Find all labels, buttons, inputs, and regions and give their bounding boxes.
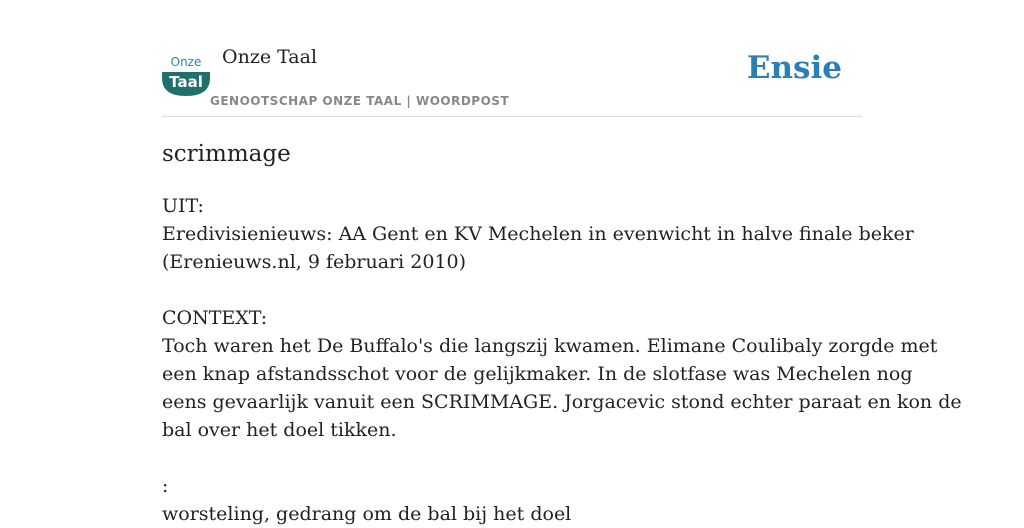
paragraph-gap xyxy=(162,444,867,472)
site-name[interactable]: Onze Taal xyxy=(222,46,318,68)
context-line: eens gevaarlijk vanuit een SCRIMMAGE. Jorgacevic stond echter paraat en kon de xyxy=(162,391,962,413)
logo-bottom-text: Taal xyxy=(169,73,203,91)
context-label: CONTEXT: xyxy=(162,307,268,329)
context-line: Toch waren het De Buffalo's die langszij kwamen. Elimane Coulibaly zorgde met xyxy=(162,335,938,357)
entry-body xyxy=(162,192,962,528)
context-line: een knap afstandsschot voor de gelijkmaker. In de slotfase was Mechelen nog xyxy=(162,363,913,385)
definition-label: : xyxy=(162,475,169,497)
site-subtitle: GENOOTSCHAP ONZE TAAL | WOORDPOST xyxy=(210,94,510,108)
paragraph-gap xyxy=(162,276,867,304)
onze-taal-logo[interactable] xyxy=(162,54,210,96)
logo-top-text: Onze xyxy=(170,55,202,69)
entry-title: scrimmage xyxy=(162,141,291,167)
source-line: (Erenieuws.nl, 9 februari 2010) xyxy=(162,251,467,273)
definition-text: worsteling, gedrang om de bal bij het doel xyxy=(162,503,572,525)
source-line: Eredivisienieuws: AA Gent en KV Mechelen in evenwicht in halve finale beker xyxy=(162,223,914,245)
source-label: UIT: xyxy=(162,195,204,217)
context-line: bal over het doel tikken. xyxy=(162,419,397,441)
entry-content xyxy=(162,136,962,528)
site-header xyxy=(162,40,862,117)
ensie-brand-link[interactable]: Ensie xyxy=(746,50,842,86)
